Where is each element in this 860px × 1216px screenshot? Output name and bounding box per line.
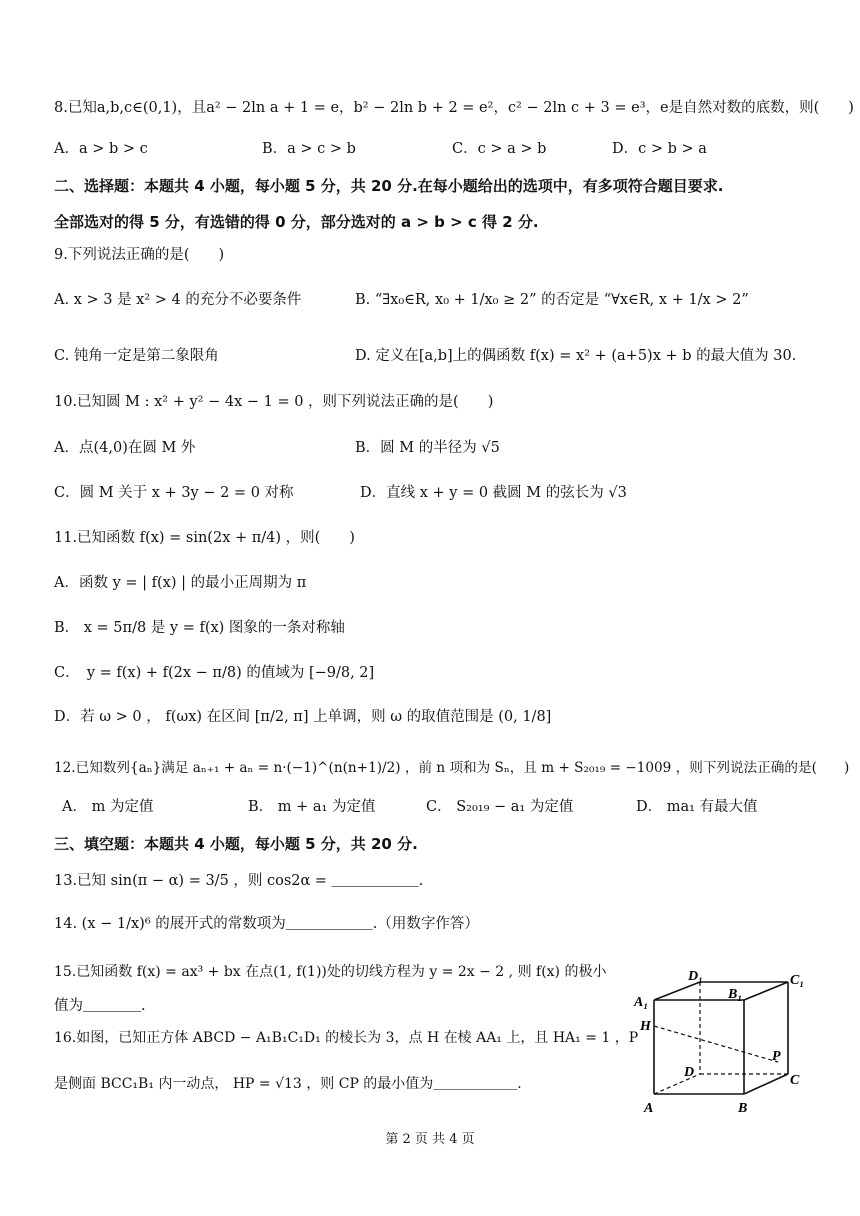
q8-option-d: D．c > b > a — [612, 141, 707, 157]
q15-line1: 15.已知函数 f(x) = ax³ + bx 在点(1, f(1))处的切线方程为 y = 2x − 2 , 则 f(x) 的极小 — [54, 964, 607, 980]
label-d: D — [684, 1065, 695, 1080]
label-d1: D₁ — [688, 970, 703, 984]
q9-option-d: D. 定义在[a,b]上的偶函数 f(x) = x² + (a+5)x + b 的最大值为 30. — [355, 348, 797, 364]
q10-option-c: C．圆 M 关于 x + 3y − 2 = 0 对称 — [54, 485, 294, 501]
q8-option-c: C．c > a > b — [452, 141, 547, 157]
label-c1: C₁ — [790, 973, 805, 988]
section3-heading: 三、填空题：本题共 4 小题，每小题 5 分，共 20 分. — [54, 835, 418, 853]
q14: 14. (x − 1/x)⁶ 的展开式的常数项为＿＿＿＿＿＿.（用数字作答） — [54, 916, 479, 932]
q9-option-b: B. “∃x₀∈R, x₀ + 1/x₀ ≥ 2” 的否定是 “∀x∈R, x + 1/x > 2” — [355, 292, 749, 308]
q8-option-b: B．a > c > b — [262, 141, 356, 157]
section2-scoring: 全部选对的得 5 分，有选错的得 0 分，部分选对的 a > b > c 得 2 分. — [54, 213, 539, 231]
section2-heading: 二、选择题：本题共 4 小题，每小题 5 分，共 20 分.在每小题给出的选项中，有多项符合题目要求. — [54, 177, 724, 195]
label-b: B — [738, 1101, 748, 1116]
q11-stem: 11.已知函数 f(x) = sin(2x + π/4) ，则( ) — [54, 530, 355, 546]
q10-option-b: B．圆 M 的半径为 √5 — [355, 440, 500, 456]
q9-stem: 9.下列说法正确的是( ) — [54, 247, 225, 263]
q12-option-c: C． S₂₀₁₉ − a₁ 为定值 — [426, 799, 574, 815]
q9-option-a: A. x > 3 是 x² > 4 的充分不必要条件 — [54, 292, 302, 308]
q11-option-d: D．若 ω > 0 ， f(ωx) 在区间 [π/2, π] 上单调，则 ω 的取值范围是 (0, 1/8] — [54, 709, 552, 725]
q16-line1: 16.如图，已知正方体 ABCD − A₁B₁C₁D₁ 的棱长为 3，点 H 在棱 AA₁ 上，且 HA₁ = 1 ，P — [54, 1030, 639, 1046]
q8-stem: 8.已知a,b,c∈(0,1)，且a² − 2ln a + 1 = e，b² − 2ln b + 2 = e²，c² − 2ln c + 3 = e³，e是自然对数的底数，则( ) — [54, 100, 854, 116]
q15-line2: 值为＿＿＿＿. — [54, 998, 146, 1014]
label-b1: B₁ — [728, 987, 743, 1002]
q9-option-c: C. 钝角一定是第二象限角 — [54, 348, 219, 364]
q13: 13.已知 sin(π − α) = 3/5 ，则 cos2α = ＿＿＿＿＿＿. — [54, 873, 424, 889]
q10-option-a: A．点(4,0)在圆 M 外 — [54, 440, 196, 456]
q12-option-a: A． m 为定值 — [62, 799, 154, 815]
q11-option-b: B． x = 5π/8 是 y = f(x) 图象的一条对称轴 — [54, 620, 345, 636]
q10-stem: 10.已知圆 M : x² + y² − 4x − 1 = 0 ，则下列说法正确的是( ) — [54, 394, 494, 410]
q12-option-b: B． m + a₁ 为定值 — [248, 799, 376, 815]
label-h: H — [640, 1019, 651, 1034]
q10-option-d: D．直线 x + y = 0 截圆 M 的弦长为 √3 — [360, 485, 627, 501]
q16-line2: 是侧面 BCC₁B₁ 内一动点， HP = √13 ，则 CP 的最小值为＿＿＿＿＿＿. — [54, 1076, 522, 1092]
page-footer: 第 2 页 共 4 页 — [385, 1132, 475, 1147]
q11-option-a: A．函数 y = | f(x) | 的最小正周期为 π — [54, 575, 307, 591]
label-a: A — [644, 1101, 654, 1116]
q8-option-a: A．a > b > c — [54, 141, 148, 157]
q12-stem: 12.已知数列{aₙ}满足 aₙ₊₁ + aₙ = n·(−1)^(n(n+1)/2) ，前 n 项和为 Sₙ，且 m + S₂₀₁₉ = −1009 ，则下列说法正确的是( ) — [54, 760, 850, 776]
q12-option-d: D． ma₁ 有最大值 — [636, 799, 758, 815]
q11-option-c: C． y = f(x) + f(2x − π/8) 的值域为 [−9/8, 2] — [54, 665, 375, 681]
cube-figure — [628, 970, 818, 1120]
label-c: C — [790, 1073, 800, 1088]
label-p: P — [772, 1049, 781, 1064]
label-a1: A₁ — [634, 995, 649, 1010]
